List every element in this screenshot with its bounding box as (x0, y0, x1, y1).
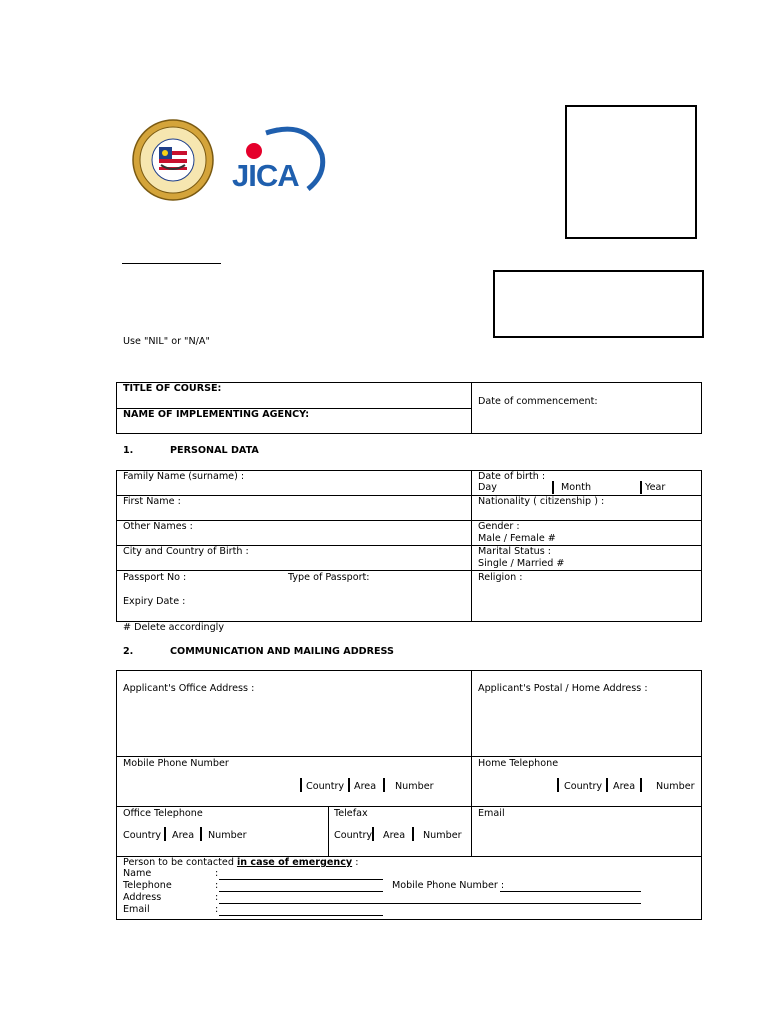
em-mobile-field[interactable] (500, 891, 641, 892)
instruction-text: Use "NIL" or "N/A" (123, 336, 210, 347)
passport-type-label: Type of Passport: (288, 572, 370, 583)
title-of-course-label: TITLE OF COURSE: (123, 383, 222, 394)
home-address-label: Applicant's Postal / Home Address : (478, 683, 648, 694)
dob-label: Date of birth : (478, 471, 546, 482)
expiry-date-label: Expiry Date : (123, 596, 186, 607)
emergency-heading (123, 857, 358, 869)
gender-label: Gender : (478, 521, 520, 532)
em-address-label: Address (123, 892, 162, 903)
home-area: Area (613, 781, 636, 792)
telefax-number: Number (423, 830, 462, 841)
office-area: Area (172, 830, 195, 841)
footnote-delete: # Delete accordingly (123, 622, 225, 633)
section1-title: PERSONAL DATA (170, 445, 259, 456)
emergency-suffix: : (352, 857, 359, 868)
em-name-field[interactable] (219, 879, 383, 880)
implementing-agency-label: NAME OF IMPLEMENTING AGENCY: (123, 409, 310, 420)
office-country: Country (123, 830, 162, 841)
em-address-field[interactable] (219, 903, 641, 904)
emergency-prefix: Person to be contacted (123, 857, 237, 868)
dob-separator (640, 481, 642, 494)
photo-box (565, 105, 697, 239)
office-telephone-label: Office Telephone (123, 808, 203, 819)
mobile-sep (300, 778, 302, 792)
other-names-label: Other Names : (123, 521, 193, 532)
home-sep (640, 778, 642, 792)
em-email-label: Email (123, 904, 150, 915)
em-mobile-label: Mobile Phone Number : (392, 880, 505, 891)
dob-year: Year (645, 482, 666, 493)
dob-month: Month (561, 482, 592, 493)
section1-number: 1. (123, 445, 134, 456)
email-label: Email (478, 808, 505, 819)
em-telephone-field[interactable] (219, 891, 383, 892)
pd-divider (471, 470, 472, 622)
addr-divider (471, 670, 472, 857)
telefax-sep (412, 827, 414, 841)
first-name-label: First Name : (123, 496, 181, 507)
telefax-sep (372, 827, 374, 841)
mobile-number: Number (395, 781, 434, 792)
marital-label: Marital Status : (478, 546, 551, 557)
mtcp-logo (131, 119, 215, 201)
dob-separator (552, 481, 554, 494)
mobile-sep (348, 778, 350, 792)
dob-day: Day (478, 482, 497, 493)
mobile-country: Country (306, 781, 345, 792)
addr-divider-telefax (328, 806, 329, 857)
family-name-label: Family Name (surname) : (123, 471, 245, 482)
section2-title: COMMUNICATION AND MAILING ADDRESS (170, 646, 394, 657)
addr-row-line (116, 806, 702, 807)
mobile-area: Area (354, 781, 377, 792)
section2-number: 2. (123, 646, 134, 657)
em-name-label: Name (123, 868, 152, 879)
home-number: Number (656, 781, 695, 792)
em-email-colon: : (215, 904, 219, 915)
telefax-label: Telefax (334, 808, 368, 819)
home-telephone-label: Home Telephone (478, 758, 559, 769)
home-sep (557, 778, 559, 792)
office-address-label: Applicant's Office Address : (123, 683, 255, 694)
religion-label: Religion : (478, 572, 523, 583)
addr-row-line (116, 756, 702, 757)
gender-options: Male / Female # (478, 533, 556, 544)
pd-row-line (116, 570, 702, 571)
date-commencement-label: Date of commencement: (478, 396, 598, 407)
office-sep (164, 827, 166, 841)
city-country-label: City and Country of Birth : (123, 546, 249, 557)
em-telephone-colon: : (215, 880, 219, 891)
telefax-country: Country (334, 830, 373, 841)
em-telephone-label: Telephone (123, 880, 172, 891)
passport-no-label: Passport No : (123, 572, 187, 583)
reference-box (493, 270, 704, 338)
em-name-colon: : (215, 868, 219, 879)
emergency-emphasis: in case of emergency (236, 857, 353, 868)
jica-wordmark: JICA (232, 158, 299, 193)
mobile-phone-label: Mobile Phone Number (123, 758, 229, 769)
mobile-sep (383, 778, 385, 792)
em-email-field[interactable] (219, 915, 383, 916)
home-country: Country (564, 781, 603, 792)
header-underline (122, 263, 221, 264)
home-sep (606, 778, 608, 792)
telefax-area: Area (383, 830, 406, 841)
pd-row-line (116, 520, 702, 521)
office-sep (200, 827, 202, 841)
nationality-label: Nationality ( citizenship ) : (478, 496, 605, 507)
marital-options: Single / Married # (478, 558, 565, 569)
pd-row-line (116, 495, 702, 496)
office-number: Number (208, 830, 247, 841)
em-address-colon: : (215, 892, 219, 903)
